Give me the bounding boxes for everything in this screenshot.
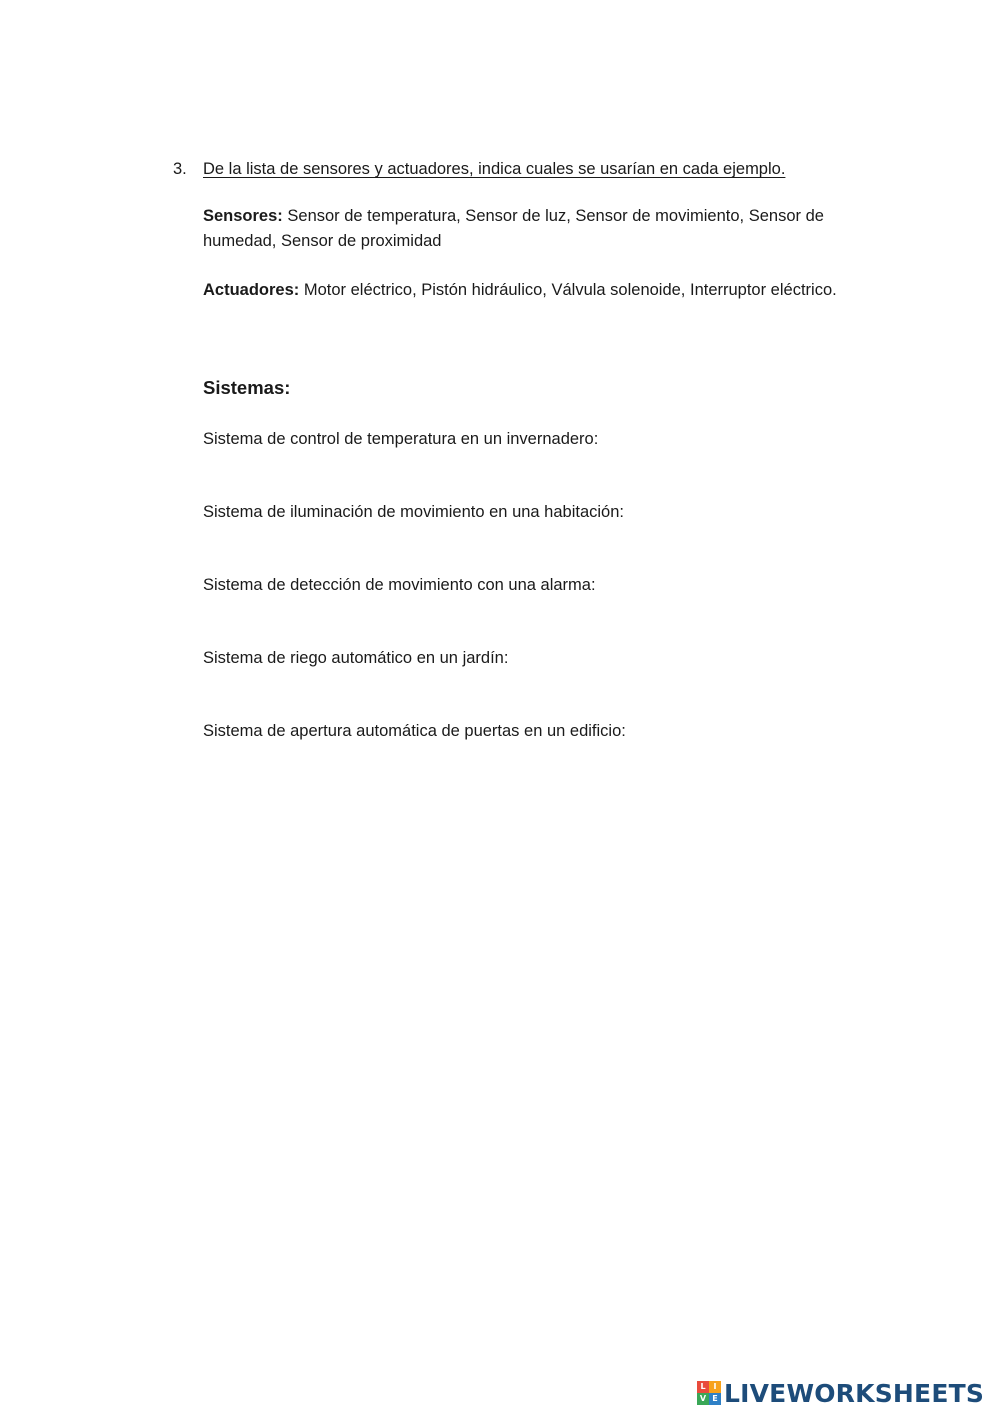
system-item-automatic-doors: Sistema de apertura automática de puertas en un edificio: [203, 722, 626, 740]
actuators-label: Actuadores: [203, 281, 300, 299]
logo-letter-i: I [709, 1381, 721, 1393]
sensors-label: Sensores: [203, 207, 283, 225]
liveworksheets-logo-mark-icon [697, 1381, 721, 1405]
actuators-items: Motor eléctrico, Pistón hidráulico, Válvula solenoide, Interruptor eléctrico. [299, 281, 837, 299]
question-number: 3. [173, 160, 187, 178]
logo-letter-l: L [697, 1381, 709, 1393]
systems-heading: Sistemas: [203, 377, 291, 398]
sensors-items: Sensor de temperatura, Sensor de luz, Sensor de movimiento, Sensor de humedad, Sensor de proximidad [203, 207, 824, 250]
logo-letter-v: V [697, 1393, 709, 1405]
system-item-motion-alarm: Sistema de detección de movimiento con una alarma: [203, 576, 596, 594]
question-prompt: De la lista de sensores y actuadores, indica cuales se usarían en cada ejemplo. [203, 160, 786, 178]
system-item-garden-irrigation: Sistema de riego automático en un jardín: [203, 649, 509, 667]
sensors-list [203, 204, 843, 253]
actuators-list [203, 278, 843, 303]
liveworksheets-logo [697, 1378, 984, 1408]
logo-letter-e: E [709, 1393, 721, 1405]
system-item-greenhouse-temperature: Sistema de control de temperatura en un invernadero: [203, 430, 599, 448]
system-item-motion-lighting: Sistema de iluminación de movimiento en una habitación: [203, 503, 624, 521]
liveworksheets-logo-text: LIVEWORKSHEETS [724, 1378, 985, 1408]
